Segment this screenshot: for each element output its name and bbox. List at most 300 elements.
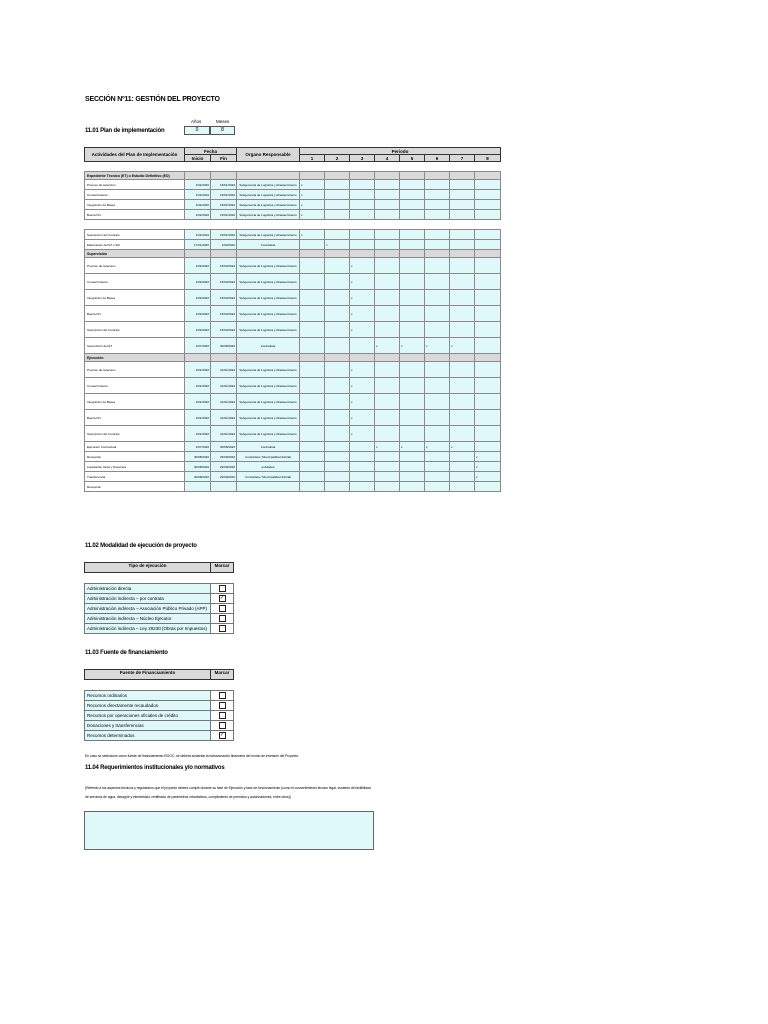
period-cell-marked[interactable]: x — [300, 190, 325, 200]
period-cell[interactable] — [325, 290, 350, 306]
period-cell[interactable] — [400, 240, 425, 250]
period-cell[interactable] — [400, 180, 425, 190]
period-cell[interactable] — [400, 482, 425, 492]
period-cell[interactable] — [475, 240, 501, 250]
checkbox[interactable]: ✓ — [219, 595, 225, 601]
period-cell[interactable] — [300, 306, 325, 322]
period-cell[interactable] — [325, 378, 350, 394]
col-organo: Organo Responsable — [237, 148, 300, 162]
period-cell[interactable] — [325, 394, 350, 410]
period-cell[interactable] — [450, 240, 475, 250]
period-cell[interactable] — [300, 240, 325, 250]
organo-cell[interactable]: Contratista — [237, 338, 300, 354]
option-row — [85, 614, 234, 624]
period-cell[interactable] — [425, 240, 450, 250]
table-row — [85, 180, 501, 190]
period-cell[interactable] — [450, 410, 475, 426]
period-cell[interactable] — [325, 338, 350, 354]
period-cell[interactable] — [475, 338, 501, 354]
period-cell[interactable] — [450, 306, 475, 322]
inicio-cell[interactable]: 1/02/2020 — [185, 200, 211, 210]
period-cell[interactable] — [475, 442, 501, 452]
period-cell[interactable] — [475, 258, 501, 274]
period-cell[interactable] — [400, 378, 425, 394]
activity-cell: Proceso de selección — [85, 362, 185, 378]
period-cell[interactable] — [450, 452, 475, 462]
period-cell[interactable] — [425, 426, 450, 442]
option-checkbox-cell — [211, 691, 234, 701]
checkbox[interactable] — [219, 585, 226, 592]
period-cell[interactable] — [450, 210, 475, 220]
period-cell[interactable] — [450, 322, 475, 338]
inicio-cell[interactable]: 1/01/2020 — [185, 410, 211, 426]
period-cell-marked[interactable]: x — [350, 394, 375, 410]
fin-cell[interactable]: 31/01/2020 — [211, 378, 237, 394]
fuente-options — [84, 690, 234, 741]
period-cell[interactable] — [450, 378, 475, 394]
organo-cell[interactable]: entidades — [237, 462, 300, 472]
organo-cell[interactable]: Subgerencia de Logística y Abastecimiento — [237, 306, 300, 322]
fin-cell[interactable]: 1/03/2020 — [211, 240, 237, 250]
period-cell[interactable] — [325, 274, 350, 290]
fin-cell[interactable]: 15/03/2020 — [211, 290, 237, 306]
option-checkbox-cell — [211, 701, 234, 711]
period-cell[interactable] — [450, 290, 475, 306]
period-cell[interactable] — [400, 322, 425, 338]
organo-cell[interactable]: Subgerencia de Logística y Abastecimiento — [237, 210, 300, 220]
period-cell[interactable] — [475, 394, 501, 410]
period-cell[interactable] — [350, 472, 375, 482]
period-cell[interactable] — [375, 240, 400, 250]
period-cell-marked[interactable]: x — [350, 322, 375, 338]
fin-cell[interactable]: 15/01/2020 — [211, 210, 237, 220]
option-label: Administración indirecta – Núcleo Ejecutor — [85, 614, 211, 624]
period-cell[interactable] — [300, 462, 325, 472]
period-cell-marked[interactable]: x — [350, 306, 375, 322]
period-cell[interactable] — [350, 180, 375, 190]
period-cell-marked[interactable]: x — [475, 462, 501, 472]
period-cell[interactable] — [350, 462, 375, 472]
plan-heading: 11.01 Plan de implementación — [85, 128, 165, 134]
period-cell[interactable] — [375, 210, 400, 220]
inicio-cell[interactable]: 1/02/2020 — [185, 230, 211, 240]
period-cell[interactable] — [375, 362, 400, 378]
organo-cell[interactable]: Contratista — [237, 240, 300, 250]
option-label: Recursos ordinarios — [85, 691, 211, 701]
period-cell[interactable] — [375, 290, 400, 306]
period-cell[interactable] — [375, 322, 400, 338]
fin-cell[interactable]: 31/01/2020 — [211, 410, 237, 426]
period-cell[interactable] — [475, 230, 501, 240]
activity-cell: Consentimiento — [85, 190, 185, 200]
option-label: Administración directa — [85, 584, 211, 594]
organo-cell[interactable]: Subgerencia de Logística y Abastecimiento — [237, 200, 300, 210]
period-cell[interactable] — [350, 210, 375, 220]
inicio-cell[interactable]: 1/02/2020 — [185, 290, 211, 306]
period-cell[interactable] — [425, 394, 450, 410]
fin-cell[interactable]: 15/03/2020 — [211, 258, 237, 274]
organo-cell[interactable] — [237, 482, 300, 492]
period-cell[interactable] — [425, 362, 450, 378]
period-cell[interactable] — [300, 394, 325, 410]
period-cell[interactable] — [350, 482, 375, 492]
period-cell[interactable] — [475, 362, 501, 378]
option-label: Recursos por operaciones oficiales de crédito — [85, 711, 211, 721]
organo-cell[interactable]: Subgerencia de Logística y Abastecimiento — [237, 322, 300, 338]
period-cell[interactable] — [375, 378, 400, 394]
activity-cell: Supervisión del ET — [85, 338, 185, 354]
period-cell[interactable] — [300, 472, 325, 482]
period-cell[interactable] — [425, 230, 450, 240]
checkbox[interactable] — [219, 702, 226, 709]
inicio-cell[interactable] — [185, 482, 211, 492]
period-cell[interactable] — [350, 240, 375, 250]
activity-cell: Consentimiento — [85, 274, 185, 290]
period-cell[interactable] — [350, 190, 375, 200]
col-fuente: Fuente de Financiamiento — [84, 669, 211, 680]
fin-cell[interactable]: 15/01/2020 — [211, 200, 237, 210]
period-cell[interactable] — [400, 306, 425, 322]
period-cell[interactable] — [325, 462, 350, 472]
organo-cell[interactable]: Subgerencia de Logística y Abastecimiento — [237, 290, 300, 306]
period-cell[interactable] — [450, 394, 475, 410]
period-cell-marked[interactable]: x — [300, 180, 325, 190]
inicio-cell[interactable]: 1/02/2020 — [185, 258, 211, 274]
inicio-cell[interactable]: 1/02/2020 — [185, 306, 211, 322]
period-cell[interactable] — [475, 180, 501, 190]
checkbox[interactable]: ✓ — [219, 732, 225, 738]
period-cell[interactable] — [300, 338, 325, 354]
period-cell-marked[interactable]: x — [475, 452, 501, 462]
period-cell[interactable] — [325, 472, 350, 482]
organo-cell[interactable]: Contratista / Municipalidad distrital — [237, 472, 300, 482]
inicio-cell[interactable]: 30/08/2020 — [185, 452, 211, 462]
period-col-5: 5 — [400, 155, 425, 162]
fin-cell[interactable]: 15/01/2020 — [211, 190, 237, 200]
inicio-cell[interactable]: 1/02/2020 — [185, 190, 211, 200]
period-cell[interactable] — [375, 426, 400, 442]
period-cell-marked[interactable]: x — [450, 338, 475, 354]
period-cell[interactable] — [300, 452, 325, 462]
fin-cell[interactable]: 15/03/2020 — [211, 322, 237, 338]
period-cell[interactable] — [450, 258, 475, 274]
period-cell-marked[interactable]: x — [475, 472, 501, 482]
period-cell[interactable] — [450, 462, 475, 472]
period-cell-marked[interactable]: x — [400, 338, 425, 354]
period-cell[interactable] — [300, 378, 325, 394]
period-cell-marked[interactable]: x — [300, 200, 325, 210]
period-cell[interactable] — [425, 306, 450, 322]
fin-cell[interactable]: 31/01/2020 — [211, 426, 237, 442]
period-cell-marked[interactable]: x — [375, 338, 400, 354]
period-cell[interactable] — [300, 274, 325, 290]
period-cell[interactable] — [400, 362, 425, 378]
period-cell-marked[interactable]: x — [300, 210, 325, 220]
option-checkbox-cell — [211, 584, 234, 594]
period-cell[interactable] — [375, 452, 400, 462]
period-cell[interactable] — [325, 180, 350, 190]
checkbox[interactable] — [219, 625, 226, 632]
period-cell-marked[interactable]: x — [350, 290, 375, 306]
spacer-row — [85, 162, 501, 172]
period-cell[interactable] — [425, 452, 450, 462]
organo-cell[interactable]: Subgerencia de Logística y Abastecimiento — [237, 230, 300, 240]
period-cell[interactable] — [400, 462, 425, 472]
checkbox[interactable] — [219, 615, 226, 622]
period-cell[interactable] — [425, 378, 450, 394]
period-cell[interactable] — [475, 274, 501, 290]
period-cell[interactable] — [375, 462, 400, 472]
period-cell[interactable] — [350, 230, 375, 240]
period-cell[interactable] — [350, 338, 375, 354]
period-cell[interactable] — [400, 452, 425, 462]
period-cell[interactable] — [450, 274, 475, 290]
period-cell-marked[interactable]: x — [375, 442, 400, 452]
period-cell[interactable] — [300, 410, 325, 426]
period-cell[interactable] — [400, 472, 425, 482]
period-cell[interactable] — [450, 200, 475, 210]
period-cell[interactable] — [475, 482, 501, 492]
period-cell[interactable] — [375, 258, 400, 274]
activity-cell: Proceso de selección — [85, 258, 185, 274]
period-cell[interactable] — [425, 322, 450, 338]
period-cell[interactable] — [475, 290, 501, 306]
period-cell[interactable] — [425, 258, 450, 274]
period-cell[interactable] — [300, 290, 325, 306]
period-cell[interactable] — [400, 230, 425, 240]
fin-cell[interactable]: 15/03/2020 — [211, 274, 237, 290]
period-cell[interactable] — [450, 472, 475, 482]
period-cell[interactable] — [450, 190, 475, 200]
organo-cell[interactable]: Subgerencia de Logística y Abastecimiento — [237, 258, 300, 274]
activity-cell: Elaboración del ET o ED — [85, 240, 185, 250]
period-cell[interactable] — [450, 180, 475, 190]
period-col-6: 6 — [425, 155, 450, 162]
option-checkbox-cell — [211, 594, 234, 604]
fin-cell[interactable]: 29/09/2020 — [211, 452, 237, 462]
table-row — [85, 338, 501, 354]
period-cell[interactable] — [375, 410, 400, 426]
inicio-cell[interactable]: 30/08/2020 — [185, 462, 211, 472]
section-title: SECCIÓN Nº11: GESTIÓN DEL PROYECTO — [85, 96, 220, 103]
activity-cell: Buena Pro — [85, 306, 185, 322]
period-cell[interactable] — [425, 482, 450, 492]
checkbox[interactable] — [219, 605, 226, 612]
period-cell[interactable] — [375, 472, 400, 482]
months-input[interactable]: 8 — [210, 126, 235, 135]
period-cell[interactable] — [450, 426, 475, 442]
option-checkbox-cell — [211, 731, 234, 741]
period-cell-marked[interactable]: x — [350, 274, 375, 290]
organo-cell[interactable]: Subgerencia de Logística y Abastecimiento — [237, 274, 300, 290]
period-cell[interactable] — [400, 290, 425, 306]
implementation-plan-table — [84, 147, 501, 492]
period-cell-marked[interactable]: x — [325, 240, 350, 250]
fin-cell[interactable]: 31/01/2020 — [211, 362, 237, 378]
period-cell[interactable] — [400, 210, 425, 220]
col-fin: Fin — [211, 155, 237, 162]
period-cell-marked[interactable]: x — [300, 230, 325, 240]
period-cell[interactable] — [475, 378, 501, 394]
inicio-cell[interactable]: 1/01/2020 — [185, 362, 211, 378]
period-cell[interactable] — [375, 394, 400, 410]
organo-cell[interactable]: Contratista — [237, 442, 300, 452]
period-cell[interactable] — [475, 410, 501, 426]
requerimientos-text: (Referido a los aspectos técnicos y regulatorios que el proyecto deberá cumplir durante su fase de Ejecución y fase de funcionamiento (como el consentimiento técnico legal, sustento de factibilidad de servicios de agua, desagüe y electricidad, certificado de parámetros urbanísticos, cumplimiento de permisos y autorizaciones, entre otros)) — [85, 786, 371, 799]
period-cell[interactable] — [400, 394, 425, 410]
period-cell[interactable] — [300, 442, 325, 452]
fin-cell[interactable]: 15/03/2020 — [211, 306, 237, 322]
period-cell[interactable] — [325, 410, 350, 426]
table-row — [85, 482, 501, 492]
period-cell[interactable] — [475, 306, 501, 322]
period-cell[interactable] — [325, 200, 350, 210]
period-cell[interactable] — [350, 452, 375, 462]
option-checkbox-cell — [211, 711, 234, 721]
period-cell[interactable] — [425, 410, 450, 426]
period-cell[interactable] — [325, 322, 350, 338]
period-cell[interactable] — [350, 442, 375, 452]
period-cell[interactable] — [375, 230, 400, 240]
period-cell[interactable] — [450, 482, 475, 492]
period-cell[interactable] — [375, 180, 400, 190]
inicio-cell[interactable]: 17/01/2020 — [185, 240, 211, 250]
organo-cell[interactable]: Contratista / Municipalidad distrital — [237, 452, 300, 462]
period-cell-marked[interactable]: x — [350, 378, 375, 394]
fin-cell[interactable]: 30/08/2020 — [211, 338, 237, 354]
organo-cell[interactable]: Subgerencia de Logística y Abastecimiento — [237, 394, 300, 410]
period-cell[interactable] — [375, 274, 400, 290]
period-cell[interactable] — [375, 190, 400, 200]
checkbox[interactable] — [219, 722, 226, 729]
period-cell[interactable] — [400, 190, 425, 200]
period-cell[interactable] — [475, 426, 501, 442]
period-cell[interactable] — [300, 482, 325, 492]
option-row — [85, 624, 234, 634]
organo-cell[interactable]: Subgerencia de Logística y Abastecimiento — [237, 180, 300, 190]
period-cell[interactable] — [425, 462, 450, 472]
inicio-cell[interactable]: 1/07/2020 — [185, 442, 211, 452]
period-cell[interactable] — [400, 410, 425, 426]
fin-cell[interactable]: 15/01/2020 — [211, 230, 237, 240]
period-cell-marked[interactable]: x — [450, 442, 475, 452]
period-cell[interactable] — [325, 362, 350, 378]
inicio-cell[interactable]: 1/07/2020 — [185, 338, 211, 354]
inicio-cell[interactable]: 1/02/2020 — [185, 274, 211, 290]
period-cell[interactable] — [425, 290, 450, 306]
organo-cell[interactable]: Subgerencia de Logística y Abastecimiento — [237, 426, 300, 442]
inicio-cell[interactable]: 1/01/2020 — [185, 394, 211, 410]
option-label: Administración indirecta – por contrata — [85, 594, 211, 604]
fin-cell[interactable]: 29/09/2020 — [211, 472, 237, 482]
period-cell-marked[interactable]: x — [350, 426, 375, 442]
fin-cell[interactable] — [211, 482, 237, 492]
period-cell[interactable] — [325, 426, 350, 442]
option-checkbox-cell — [211, 604, 234, 614]
period-cell[interactable] — [475, 200, 501, 210]
activity-cell: Buena Pro — [85, 410, 185, 426]
period-cell[interactable] — [375, 306, 400, 322]
period-col-2: 2 — [325, 155, 350, 162]
organo-cell[interactable]: Subgerencia de Logística y Abastecimiento — [237, 410, 300, 426]
period-cell-marked[interactable]: x — [425, 442, 450, 452]
fin-cell[interactable]: 15/01/2020 — [211, 180, 237, 190]
period-cell[interactable] — [325, 306, 350, 322]
period-cell[interactable] — [325, 452, 350, 462]
period-cell[interactable] — [375, 482, 400, 492]
option-checkbox-cell — [211, 624, 234, 634]
fin-cell[interactable]: 29/09/2020 — [211, 462, 237, 472]
period-cell[interactable] — [425, 190, 450, 200]
period-cell[interactable] — [350, 200, 375, 210]
period-cell[interactable] — [300, 426, 325, 442]
inicio-cell[interactable]: 1/02/2020 — [185, 322, 211, 338]
group-row — [85, 354, 501, 362]
period-cell[interactable] — [450, 230, 475, 240]
checkbox[interactable] — [219, 692, 226, 699]
organo-cell[interactable]: Subgerencia de Logística y Abastecimiento — [237, 378, 300, 394]
period-cell[interactable] — [475, 322, 501, 338]
period-cell[interactable] — [425, 200, 450, 210]
inicio-cell[interactable]: 1/01/2020 — [185, 378, 211, 394]
period-cell[interactable] — [425, 274, 450, 290]
period-cell[interactable] — [400, 258, 425, 274]
checkbox[interactable] — [219, 712, 226, 719]
period-cell[interactable] — [300, 322, 325, 338]
period-cell[interactable] — [425, 180, 450, 190]
period-cell[interactable] — [475, 210, 501, 220]
period-cell[interactable] — [325, 210, 350, 220]
requerimientos-input[interactable] — [84, 811, 374, 850]
period-cell-marked[interactable]: x — [350, 362, 375, 378]
fin-cell[interactable]: 30/08/2020 — [211, 442, 237, 452]
col-activities: Actividades del Plan de Implementación — [85, 148, 185, 162]
period-cell-marked[interactable]: x — [425, 338, 450, 354]
fin-cell[interactable]: 31/01/2020 — [211, 394, 237, 410]
period-cell[interactable] — [400, 200, 425, 210]
period-cell[interactable] — [300, 362, 325, 378]
modalidad-heading: 11.02 Modalidad de ejecución de proyecto — [85, 543, 197, 549]
inicio-cell[interactable]: 1/01/2020 — [185, 426, 211, 442]
period-cell[interactable] — [325, 258, 350, 274]
period-cell[interactable] — [325, 442, 350, 452]
organo-cell[interactable]: Subgerencia de Logística y Abastecimiento — [237, 190, 300, 200]
period-cell[interactable] — [450, 362, 475, 378]
inicio-cell[interactable]: 1/02/2020 — [185, 210, 211, 220]
period-cell-marked[interactable]: x — [350, 410, 375, 426]
activity-cell: Consentimiento — [85, 378, 185, 394]
option-row — [85, 731, 234, 741]
period-cell[interactable] — [325, 482, 350, 492]
organo-cell[interactable]: Subgerencia de Logística y Abastecimiento — [237, 362, 300, 378]
period-cell-marked[interactable]: x — [400, 442, 425, 452]
years-input[interactable]: 0 — [184, 126, 210, 135]
period-cell[interactable] — [400, 426, 425, 442]
period-cell[interactable] — [400, 274, 425, 290]
months-label: Meses — [216, 119, 230, 124]
period-cell-marked[interactable]: x — [350, 258, 375, 274]
period-cell[interactable] — [375, 200, 400, 210]
inicio-cell[interactable]: 30/08/2020 — [185, 472, 211, 482]
period-cell[interactable] — [425, 210, 450, 220]
activity-cell: Buena Pro — [85, 210, 185, 220]
period-cell[interactable] — [425, 472, 450, 482]
period-cell[interactable] — [325, 230, 350, 240]
period-cell[interactable] — [475, 190, 501, 200]
inicio-cell[interactable]: 1/02/2020 — [185, 180, 211, 190]
period-cell[interactable] — [300, 258, 325, 274]
period-cell[interactable] — [325, 190, 350, 200]
